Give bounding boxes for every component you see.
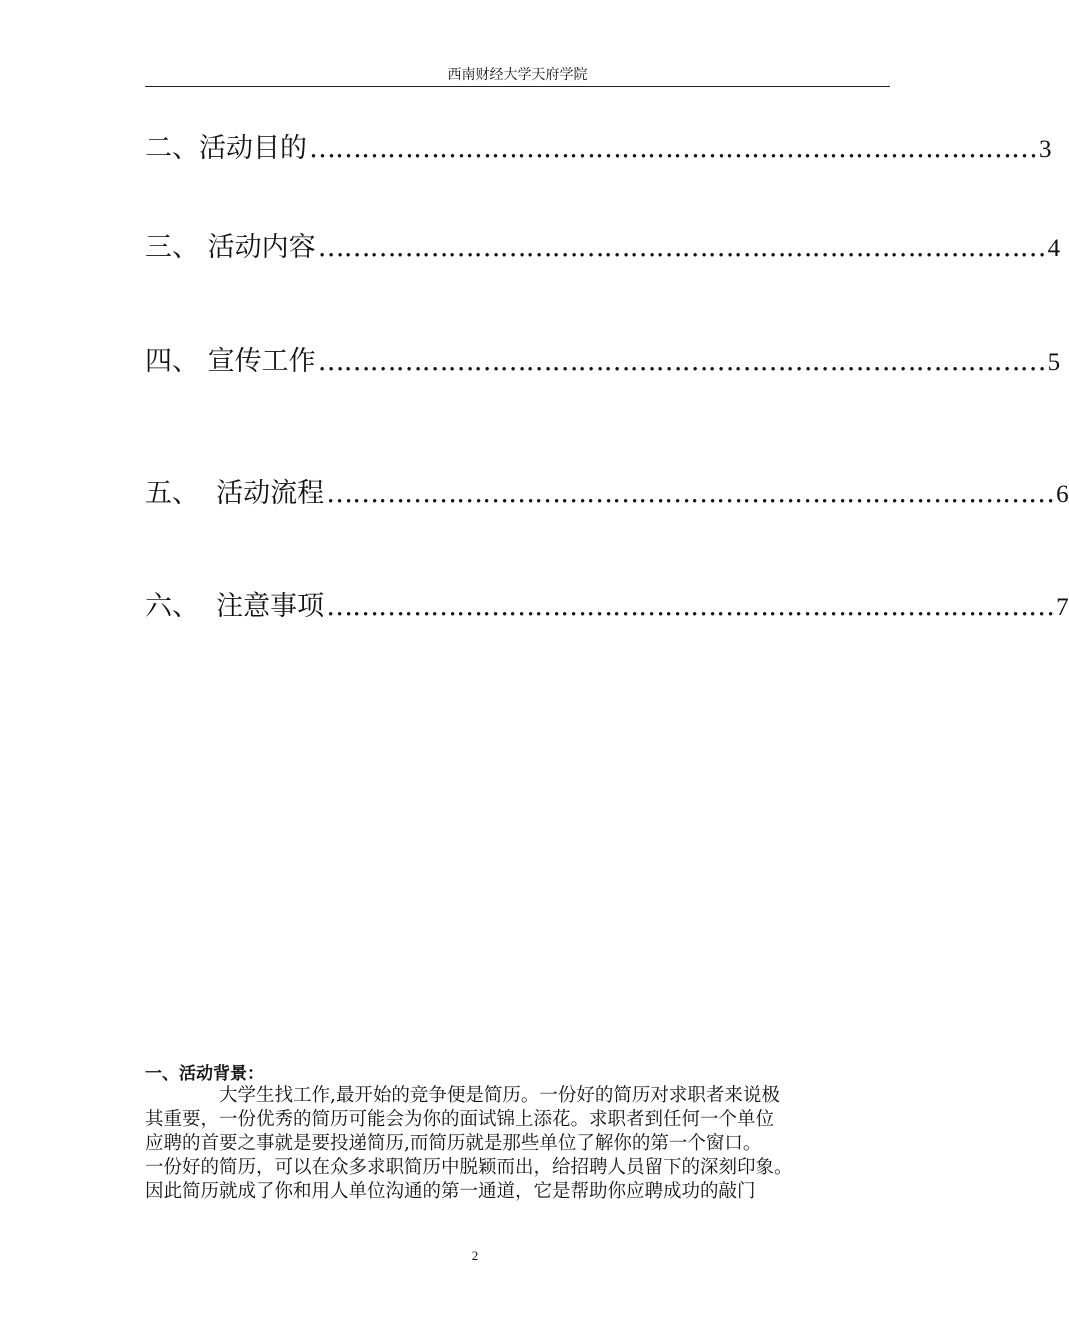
toc-entry-number: 二、 xyxy=(145,133,199,164)
running-header: 西南财经大学天府学院 xyxy=(447,67,588,83)
toc-entry-3[interactable] xyxy=(145,228,1061,268)
toc-dot-leader: ………………………………………………………………………… xyxy=(309,133,1037,164)
toc-dot-leader: ………………………………………………………………………… xyxy=(326,478,1055,509)
toc-entry-2[interactable] xyxy=(145,129,1052,169)
toc-entry-title: 活动流程 xyxy=(216,478,325,509)
page-number: 2 xyxy=(471,1248,479,1263)
toc-entry-page: 5 xyxy=(1047,349,1061,376)
toc-entry-page: 4 xyxy=(1047,235,1061,262)
header-rule xyxy=(145,86,890,87)
body-line: 大学生找工作,最开始的竞争便是简历。一份好的简历对求职者来说极 xyxy=(219,1085,780,1106)
section-body xyxy=(145,1084,890,1204)
body-line: 因此简历就成了你和用人单位沟通的第一通道，它是帮助你应聘成功的敲门 xyxy=(145,1181,756,1202)
toc-entry-4[interactable] xyxy=(145,342,1061,382)
body-line: 应聘的首要之事就是要投递简历,而简历就是那些单位了解你的第一个窗口。 xyxy=(145,1133,762,1154)
toc-entry-number: 五、 xyxy=(145,478,217,509)
toc-entry-title: 活动目的 xyxy=(199,133,307,164)
toc-entry-number: 六、 xyxy=(145,591,217,622)
toc-entry-6[interactable] xyxy=(145,587,1069,627)
toc-entry-page: 3 xyxy=(1039,136,1052,163)
toc-entry-page: 7 xyxy=(1056,594,1069,621)
body-line: 其重要，一份优秀的简历可能会为你的面试锦上添花。求职者到任何一个单位 xyxy=(145,1109,775,1130)
toc-dot-leader: ………………………………………………………………………… xyxy=(326,591,1055,622)
toc-entry-number: 四、 xyxy=(145,346,208,377)
section-heading: 一、活动背景： xyxy=(145,1064,264,1084)
body-line: 一份好的简历，可以在众多求职简历中脱颖而出，给招聘人员留下的深刻印象。 xyxy=(145,1157,793,1178)
toc-dot-leader: ………………………………………………………………………… xyxy=(317,346,1046,377)
toc-entry-title: 宣传工作 xyxy=(207,346,316,377)
toc-entry-title: 活动内容 xyxy=(207,232,316,263)
toc-entry-title: 注意事项 xyxy=(216,591,325,622)
toc-entry-number: 三、 xyxy=(145,232,208,263)
toc-entry-page: 6 xyxy=(1056,481,1069,508)
toc-entry-5[interactable] xyxy=(145,474,1069,514)
toc-dot-leader: ………………………………………………………………………… xyxy=(317,232,1046,263)
